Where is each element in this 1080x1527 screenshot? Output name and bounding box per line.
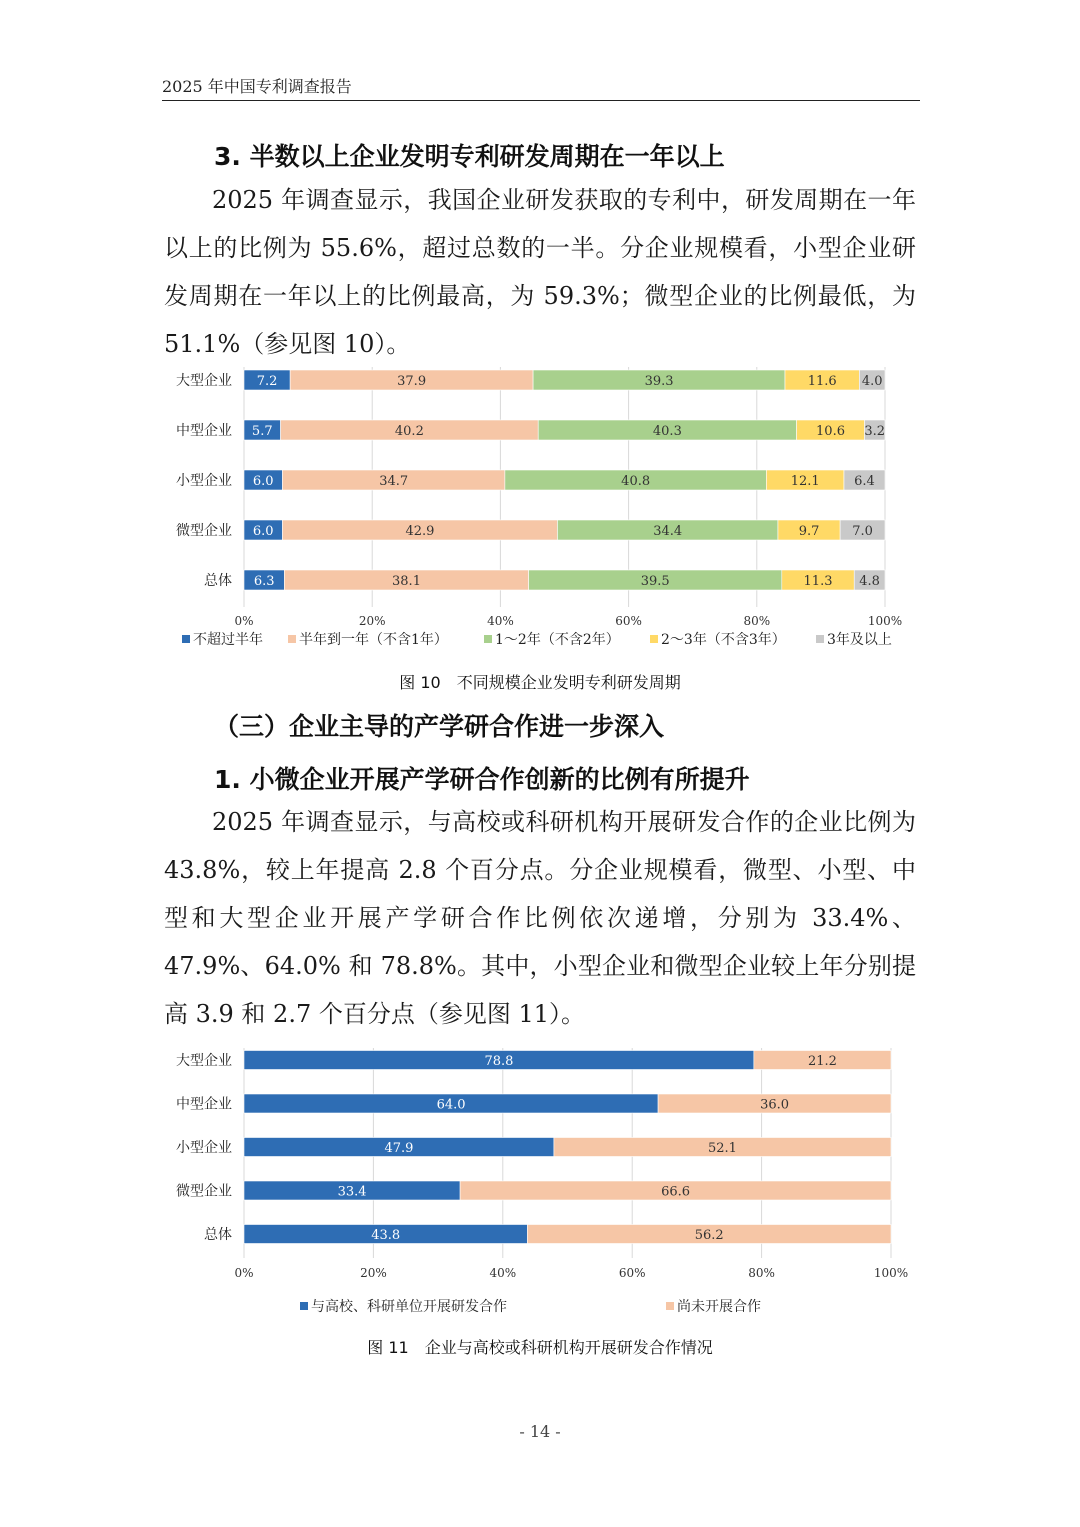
page-number: - 14 -	[519, 1422, 561, 1441]
data-label: 37.9	[397, 374, 427, 389]
x-tick-label: 60%	[618, 1266, 646, 1280]
data-label: 11.3	[803, 574, 833, 589]
x-tick-label: 20%	[360, 1266, 387, 1280]
x-tick-label: 100%	[873, 1266, 909, 1280]
figure-11-caption: 图 11 企业与高校或科研机构开展研发合作情况	[367, 1338, 713, 1357]
data-label: 52.1	[707, 1141, 737, 1156]
legend-entry: 不超过半年	[193, 632, 263, 648]
data-label: 34.4	[653, 524, 683, 539]
figure-11-chart	[150, 1040, 930, 1320]
paragraph-cooperation	[164, 798, 916, 1038]
paragraph-cooperation-text: 2025 年调查显示，与高校或科研机构开展研发合作的企业比例为 43.8%，较上年提高 2.8 个百分点。分企业规模看，微型、小型、中型和大型企业开展产学研合作比例依次递增，分别为 33.4%、47.9%、64.0% 和 78.8%。其中，小型企业和微型企业较上年分别提高 3.9 和 2.7 个百分点（参见图 11）。	[164, 808, 916, 1028]
subsection-heading-1: 1. 小微企业开展产学研合作创新的比例有所提升	[214, 765, 750, 794]
data-label: 39.3	[644, 374, 674, 389]
running-header	[162, 76, 920, 101]
data-label: 10.6	[816, 424, 845, 439]
x-tick-label: 40%	[489, 1266, 517, 1280]
x-tick-label: 80%	[748, 1266, 775, 1280]
x-tick-label: 20%	[358, 614, 386, 628]
data-label: 21.2	[807, 1054, 837, 1069]
category-label: 大型企业	[176, 1053, 232, 1069]
data-label: 36.0	[760, 1097, 790, 1113]
section-heading-cooperation: （三）企业主导的产学研合作进一步深入	[214, 712, 665, 741]
x-tick-label: 0%	[234, 1266, 254, 1280]
category-label: 小型企业	[176, 1140, 232, 1156]
data-label: 34.7	[379, 474, 409, 489]
legend-entry: 3年及以上	[827, 632, 892, 648]
data-label: 9.7	[798, 524, 820, 539]
data-label: 38.1	[392, 574, 421, 589]
data-label: 6.4	[854, 474, 875, 489]
section-heading-3: 3. 半数以上企业发明专利研发周期在一年以上	[214, 142, 725, 171]
data-label: 4.8	[859, 574, 880, 589]
x-tick-label: 40%	[487, 614, 514, 628]
category-label: 微型企业	[176, 523, 232, 539]
figure-10-caption: 图 10 不同规模企业发明专利研发周期	[399, 673, 681, 692]
data-label: 7.0	[852, 524, 873, 539]
category-label: 中型企业	[176, 423, 232, 439]
category-label: 中型企业	[176, 1096, 232, 1113]
data-label: 6.0	[252, 524, 274, 539]
x-tick-label: 100%	[867, 614, 903, 628]
category-label: 微型企业	[176, 1183, 232, 1200]
data-label: 33.4	[337, 1184, 367, 1200]
legend-entry: 2～3年（不含3年）	[661, 632, 786, 648]
data-label: 40.2	[394, 424, 424, 439]
data-label: 7.2	[256, 374, 278, 389]
category-label: 总体	[204, 1227, 232, 1243]
category-label: 总体	[204, 573, 232, 589]
legend-swatch	[816, 635, 824, 643]
data-label: 40.3	[652, 424, 682, 439]
category-label: 大型企业	[176, 373, 232, 389]
paragraph-rd-cycle	[164, 176, 916, 368]
legend-swatch	[182, 635, 190, 643]
x-tick-label: 0%	[234, 614, 254, 628]
legend-swatch	[484, 635, 492, 643]
data-label: 78.8	[484, 1054, 514, 1069]
category-label: 小型企业	[176, 473, 232, 489]
data-label: 42.9	[405, 524, 435, 539]
data-label: 39.5	[640, 574, 670, 589]
data-label: 40.8	[621, 474, 651, 489]
x-tick-label: 60%	[615, 614, 642, 628]
data-label: 6.3	[253, 574, 275, 589]
running-title: 2025 年中国专利调查报告	[162, 77, 352, 96]
data-label: 6.0	[252, 474, 274, 489]
legend-swatch	[650, 635, 658, 643]
figure-10-chart	[150, 355, 930, 655]
data-label: 43.8	[371, 1228, 401, 1243]
legend-swatch	[300, 1302, 308, 1310]
x-tick-label: 80%	[743, 614, 771, 628]
data-label: 56.2	[694, 1228, 724, 1243]
legend-swatch	[666, 1302, 674, 1310]
data-label: 4.0	[861, 374, 883, 389]
paragraph-rd-cycle-text: 2025 年调查显示，我国企业研发获取的专利中，研发周期在一年以上的比例为 55.6%，超过总数的一半。分企业规模看，小型企业研发周期在一年以上的比例最高，为 59.3%；微型企业的比例最低，为 51.1%（参见图 10）。	[164, 186, 916, 358]
legend-entry: 半年到一年（不含1年）	[299, 632, 448, 648]
data-label: 64.0	[436, 1097, 466, 1113]
data-label: 47.9	[384, 1141, 414, 1156]
data-label: 66.6	[661, 1184, 691, 1200]
data-label: 12.1	[790, 474, 820, 489]
legend-entry: 与高校、科研单位开展研发合作	[311, 1299, 507, 1315]
legend-swatch	[288, 635, 296, 643]
legend-entry: 1～2年（不含2年）	[495, 632, 620, 648]
data-label: 11.6	[807, 374, 837, 389]
legend-entry: 尚未开展合作	[677, 1299, 761, 1315]
data-label: 3.2	[864, 424, 886, 439]
data-label: 5.7	[251, 424, 273, 439]
